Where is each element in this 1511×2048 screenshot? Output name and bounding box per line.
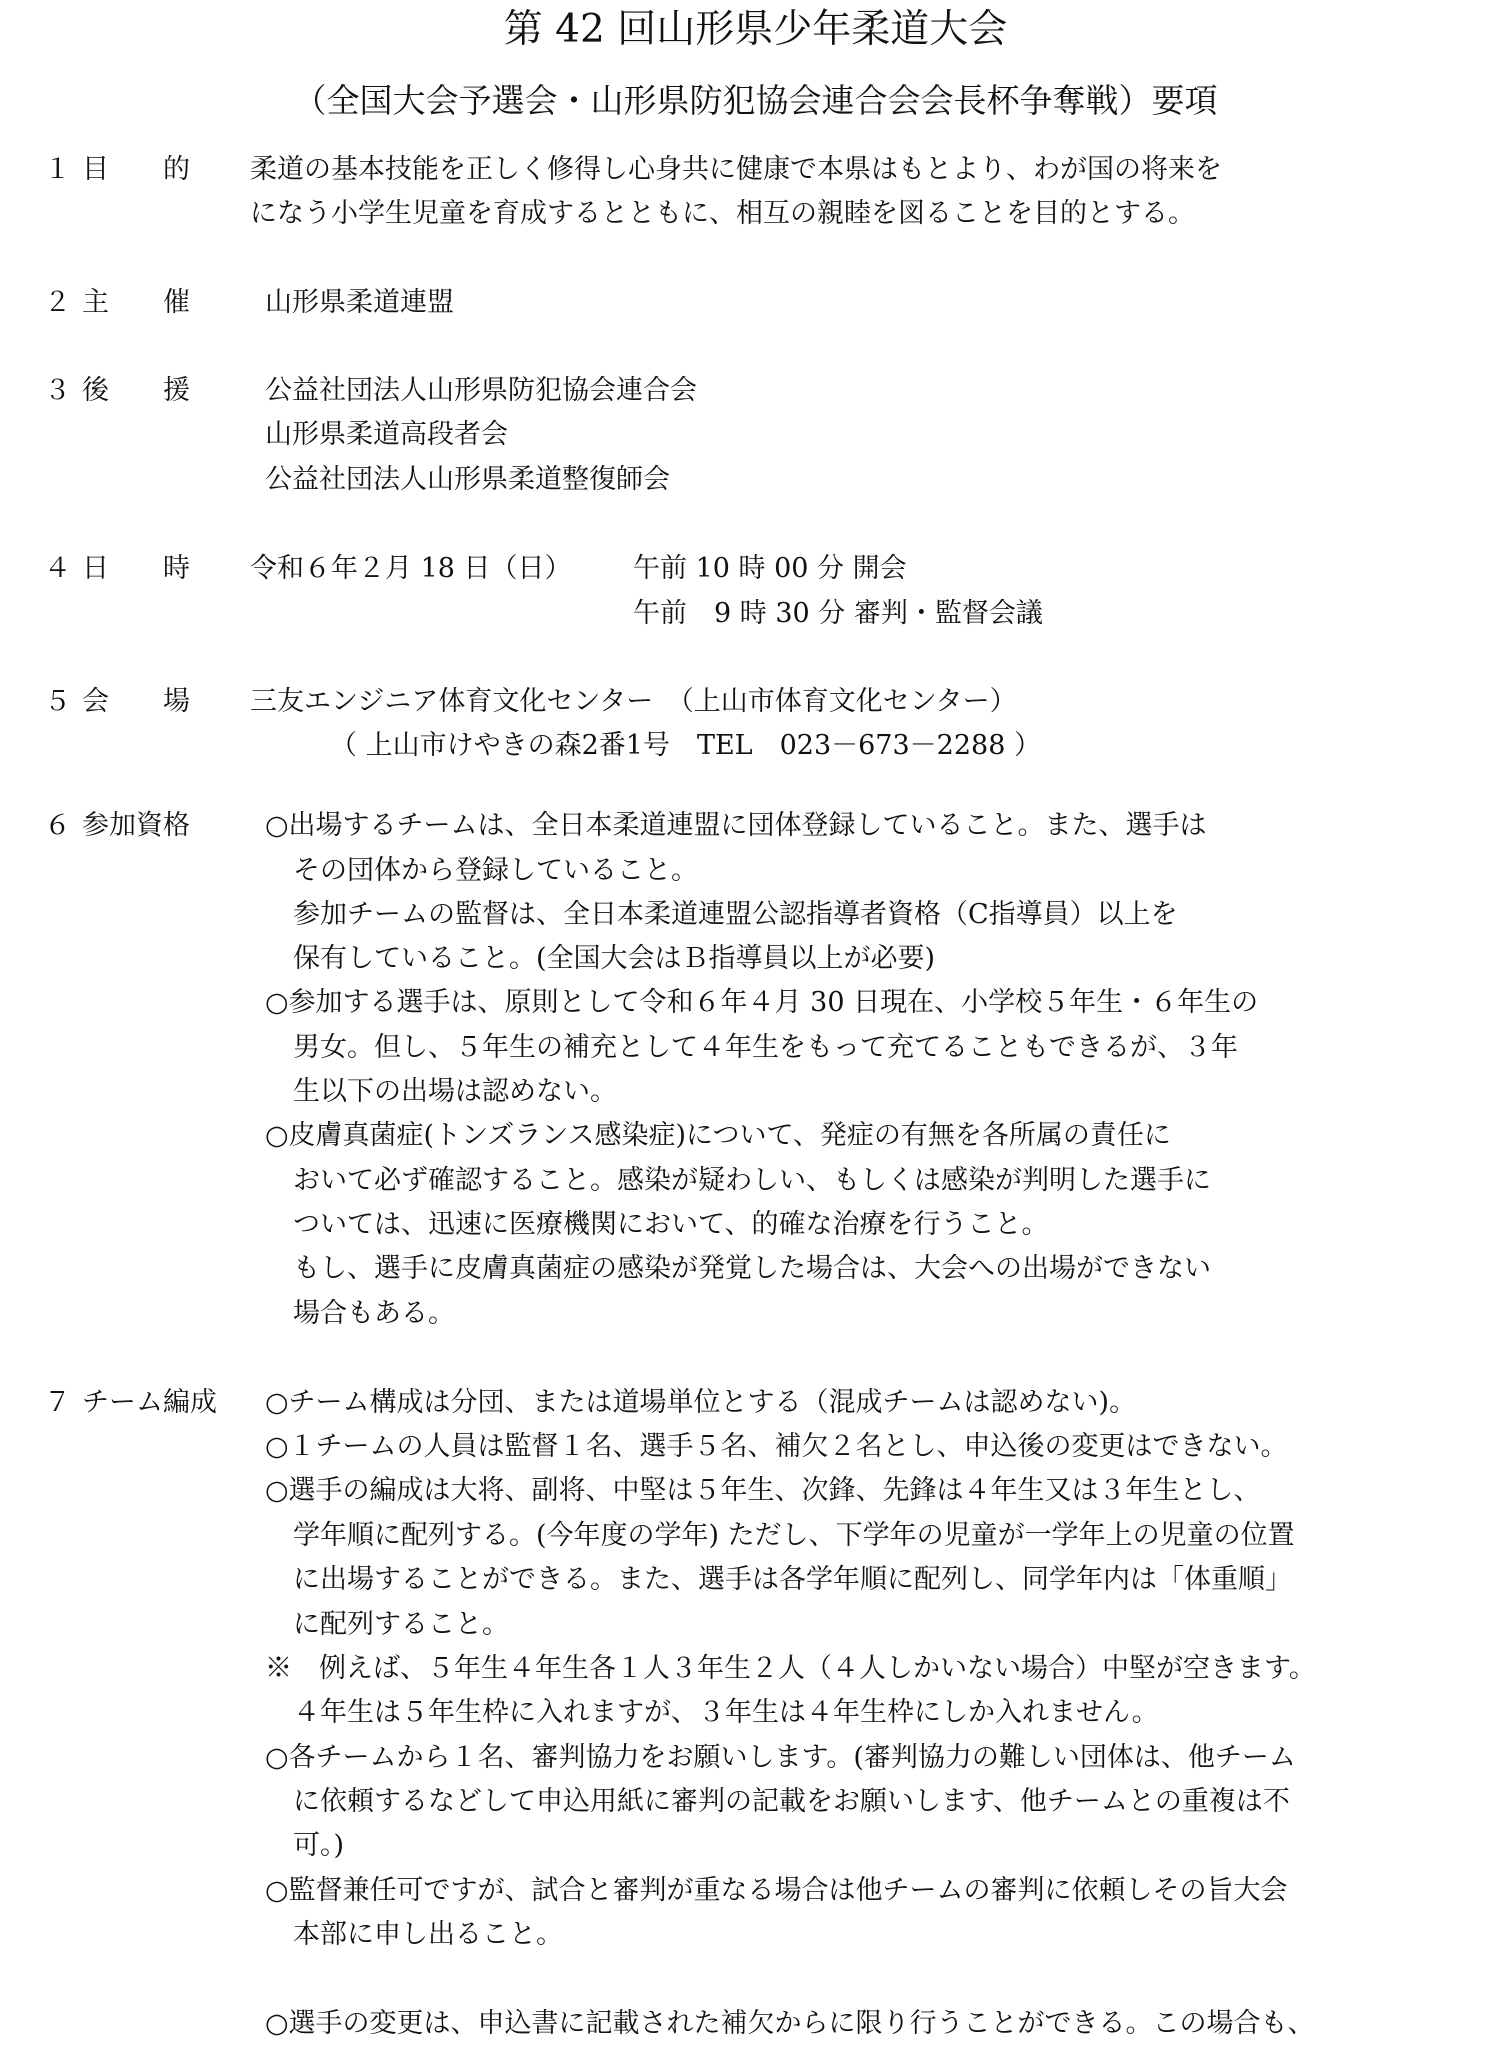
section-number: １ bbox=[44, 154, 71, 185]
section-text-line: ○選手の変更は、申込書に記載された補欠からに限り行うことができる。この場合も、 bbox=[265, 2008, 1315, 2039]
section-text-line: 可。) bbox=[293, 1830, 345, 1861]
venue-name: 三友エンジニア体育文化センター （上山市体育文化センター） bbox=[250, 686, 1017, 717]
section-text-line: ○各チームから１名、審判協力をお願いします。(審判協力の難しい団体は、他チーム bbox=[265, 1742, 1296, 1773]
section-text-line: ○チーム構成は分団、または道場単位とする（混成チームは認めない)。 bbox=[265, 1387, 1137, 1418]
section-number: ４ bbox=[44, 553, 71, 584]
section-number: ２ bbox=[44, 287, 71, 318]
section-text-line: ○１チームの人員は監督１名、選手５名、補欠２名とし、申込後の変更はできない。 bbox=[265, 1431, 1288, 1462]
section-text-line: に配列すること。 bbox=[293, 1609, 509, 1640]
section-text-line: 山形県柔道高段者会 bbox=[265, 419, 508, 450]
section-number: ７ bbox=[44, 1387, 71, 1418]
section-label: 主 催 bbox=[82, 287, 190, 318]
section-label: 後 援 bbox=[82, 375, 190, 406]
section-text-line: 本部に申し出ること。 bbox=[293, 1919, 563, 1950]
section-text-line: ○参加する選手は、原則として令和６年４月 30 日現在、小学校５年生・６年生の bbox=[265, 987, 1259, 1018]
section-number: ５ bbox=[44, 686, 71, 717]
section-text-line: 男女。但し、５年生の補充として４年生をもって充てることもできるが、３年 bbox=[293, 1032, 1238, 1063]
section-label: 参加資格 bbox=[82, 810, 190, 841]
venue-address: （ 上山市けやきの森2番1号 TEL 023－673－2288 ） bbox=[330, 730, 1041, 761]
meeting-time: 午前 9 時 30 分 審判・監督会議 bbox=[633, 598, 1043, 629]
note-text: ４年生は５年生枠に入れますが、３年生は４年生枠にしか入れません。 bbox=[293, 1697, 1159, 1728]
section-text-line: おいて必ず確認すること。感染が疑わしい、もしくは感染が判明した選手に bbox=[293, 1165, 1211, 1196]
section-text-line: ○選手の編成は大将、副将、中堅は５年生、次鋒、先鋒は４年生又は３年生とし、 bbox=[265, 1475, 1261, 1506]
section-text-line: に依頼するなどして申込用紙に審判の記載をお願いします、他チームとの重複は不 bbox=[293, 1786, 1290, 1817]
note-text: ※ 例えば、５年生４年生各１人３年生２人（４人しかいない場合）中堅が空きます。 bbox=[265, 1653, 1316, 1684]
section-label: 会 場 bbox=[82, 686, 190, 717]
section-text-line: 柔道の基本技能を正しく修得し心身共に健康で本県はもとより、わが国の将来を bbox=[250, 154, 1222, 185]
opening-time: 午前 10 時 00 分 開会 bbox=[633, 553, 907, 584]
section-label: 目 的 bbox=[82, 154, 190, 185]
section-text-line: 生以下の出場は認めない。 bbox=[293, 1076, 617, 1107]
section-text-line: 山形県柔道連盟 bbox=[265, 287, 454, 318]
document-subtitle: （全国大会予選会・山形県防犯協会連合会会長杯争奪戦）要項 bbox=[293, 81, 1218, 120]
section-text-line: になう小学生児童を育成するとともに、相互の親睦を図ることを目的とする。 bbox=[250, 198, 1195, 229]
section-text-line: 公益社団法人山形県防犯協会連合会 bbox=[265, 375, 697, 406]
section-label: チーム編成 bbox=[82, 1387, 217, 1418]
section-number: ６ bbox=[44, 810, 71, 841]
section-text-line: もし、選手に皮膚真菌症の感染が発覚した場合は、大会への出場ができない bbox=[293, 1253, 1211, 1284]
section-label: 日 時 bbox=[82, 553, 190, 584]
section-number: ３ bbox=[44, 375, 71, 406]
section-text-line: ついては、迅速に医療機関において、的確な治療を行うこと。 bbox=[293, 1209, 1049, 1240]
section-text-line: ○皮膚真菌症(トンズランス感染症)について、発症の有無を各所属の責任に bbox=[265, 1120, 1171, 1151]
document-title: 第 42 回山形県少年柔道大会 bbox=[503, 7, 1008, 52]
section-text-line: 公益社団法人山形県柔道整復師会 bbox=[265, 464, 670, 495]
section-text-line: その団体から登録していること。 bbox=[293, 855, 698, 886]
section-text-line: に出場することができる。また、選手は各学年順に配列し、同学年内は「体重順」 bbox=[293, 1564, 1292, 1595]
section-text-line: 場合もある。 bbox=[293, 1298, 455, 1329]
section-text-line: 保有していること。(全国大会はＢ指導員以上が必要) bbox=[293, 943, 936, 974]
section-text-line: ○監督兼任可ですが、試合と審判が重なる場合は他チームの審判に依頼しその旨大会 bbox=[265, 1875, 1288, 1906]
section-text-line: ○出場するチームは、全日本柔道連盟に団体登録していること。また、選手は bbox=[265, 810, 1207, 841]
section-text-line: 学年順に配列する。(今年度の学年) ただし、下学年の児童が一学年上の児童の位置 bbox=[293, 1520, 1295, 1551]
section-text-line: 参加チームの監督は、全日本柔道連盟公認指導者資格（C指導員）以上を bbox=[293, 899, 1178, 930]
event-date: 令和６年２月 18 日（日） bbox=[250, 553, 572, 584]
